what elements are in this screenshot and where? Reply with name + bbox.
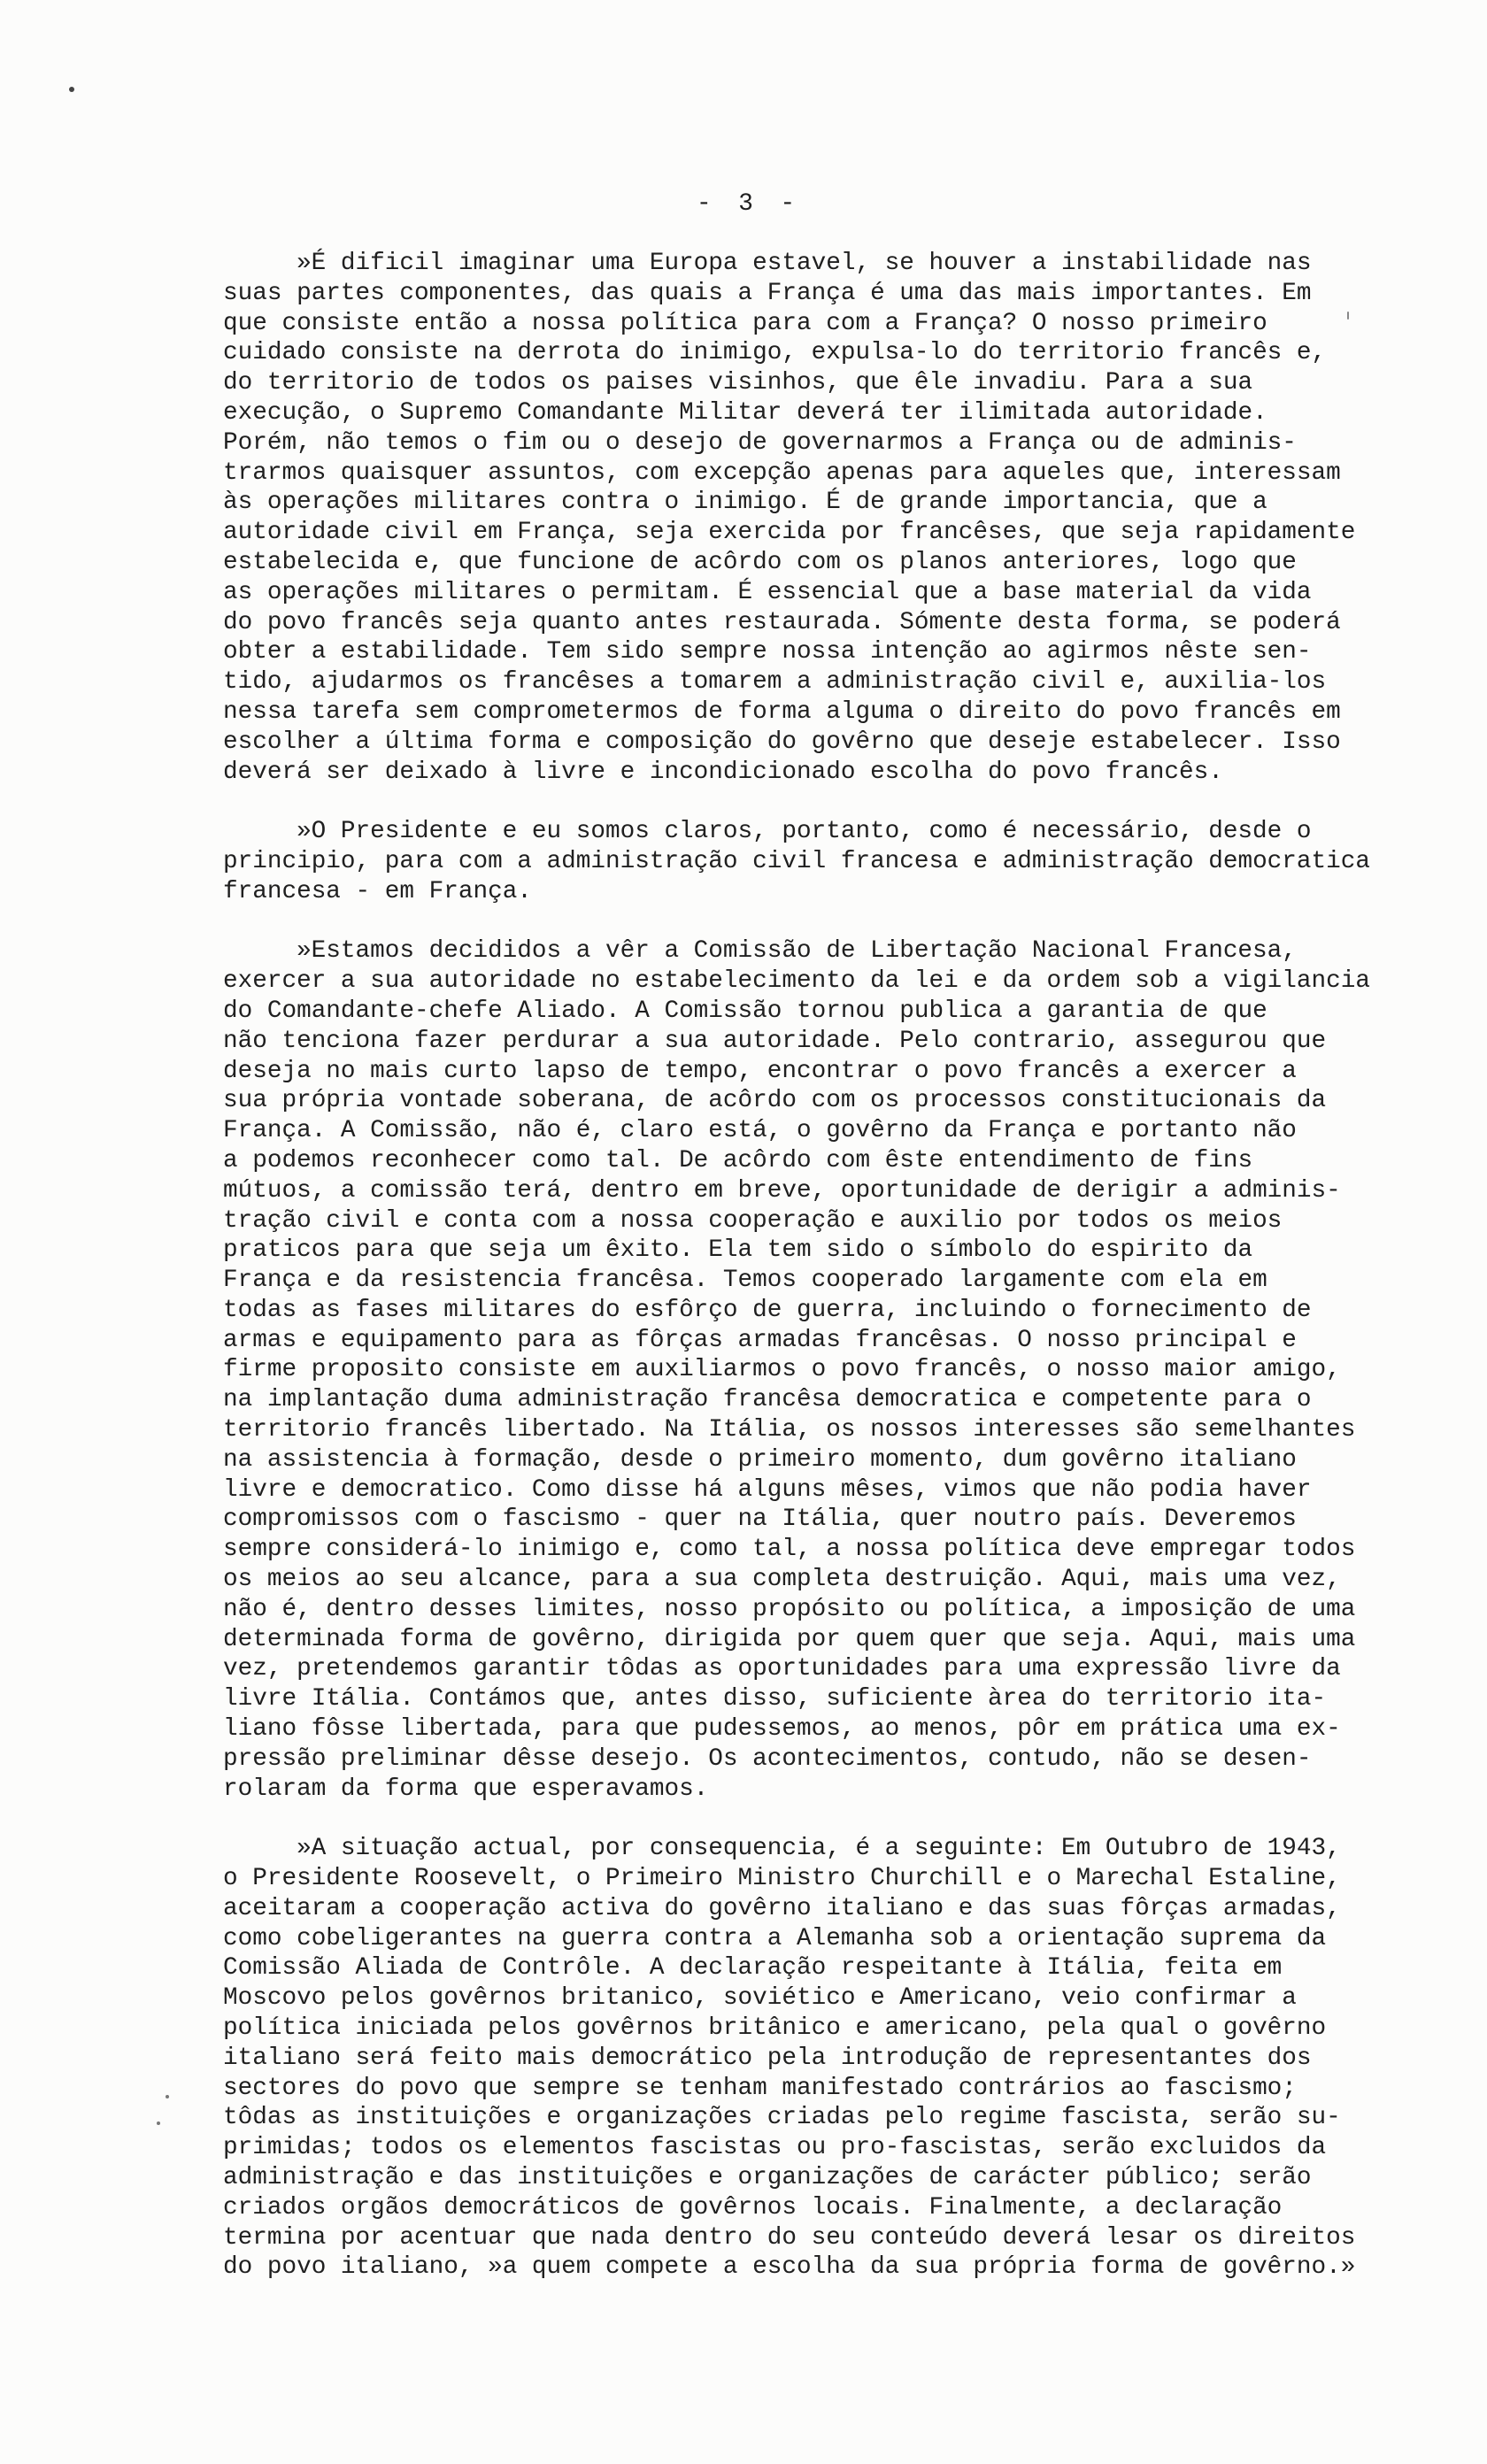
text-line: na implantação duma administração francêsa democratica e competente para o (223, 1386, 1312, 1414)
text-line: territorio francês libertado. Na Itália, os nossos interesses são semelhantes (223, 1416, 1356, 1444)
text-line: cuidado consiste na derrota do inimigo, expulsa-lo do territorio francês e, (223, 339, 1327, 367)
paragraph (223, 249, 1445, 787)
text-line: pressão preliminar dêsse desejo. Os acontecimentos, contudo, não se desen- (223, 1744, 1312, 1773)
text-line: tido, ajudarmos os francêses a tomarem a administração civil e, auxilia-los (223, 668, 1327, 697)
text-line: Moscovo pelos govêrnos britanico, soviético e Americano, veio confirmar a (223, 1984, 1297, 2013)
text-line: primidas; todos os elementos fascistas ou pro-fascistas, serão excluidos da (223, 2134, 1327, 2162)
text-line: vez, pretendemos garantir tôdas as oportunidades para uma expressão livre da (223, 1655, 1341, 1683)
text-line: as operações militares o permitam. É essencial que a base material da vida (223, 578, 1312, 606)
text-line: nessa tarefa sem comprometermos de forma alguma o direito do povo francês em (223, 697, 1341, 726)
text-line: sempre considerá-lo inimigo e, como tal, a nossa política deve empregar todos (223, 1536, 1356, 1564)
text-line: determinada forma de govêrno, dirigida por quem quer que seja. Aqui, mais uma (223, 1625, 1356, 1653)
text-line: administração e das instituições e organizações de carácter público; serão (223, 2164, 1312, 2191)
text-line: do povo francês seja quanto antes restaurada. Sómente desta forma, se poderá (223, 608, 1341, 636)
text-line: do povo italiano, »a quem compete a escolha da sua própria forma de govêrno.» (223, 2253, 1356, 2282)
text-line: como cobeligerantes na guerra contra a Alemanha sob a orientação suprema da (223, 1924, 1327, 1952)
text-line: França. A Comissão, não é, claro está, o govêrno da França e portanto não (223, 1117, 1297, 1145)
text-line: italiano será feito mais democrático pela introdução de representantes dos (223, 2044, 1312, 2072)
scan-speck (69, 87, 74, 92)
text-line: estabelecida e, que funcione de acôrdo com os planos anteriores, logo que (223, 548, 1297, 576)
text-line: o Presidente Roosevelt, o Primeiro Ministro Churchill e o Marechal Estaline, (223, 1865, 1341, 1893)
text-line: a podemos reconhecer como tal. De acôrdo com êste entendimento de fins (223, 1146, 1253, 1174)
text-line: Comissão Aliada de Contrôle. A declaração respeitante à Itália, feita em (223, 1954, 1283, 1983)
text-line: tração civil e conta com a nossa cooperação e auxilio por todos os meios (223, 1206, 1283, 1235)
text-line: França e da resistencia francêsa. Temos cooperado largamente com ela em (223, 1267, 1267, 1295)
paragraph (223, 817, 1445, 906)
text-line: trarmos quaisquer assuntos, com excepção apenas para aqueles que, interessam (223, 458, 1341, 487)
paragraph (223, 1834, 1445, 2283)
text-line: »Estamos decididos a vêr a Comissão de Libertação Nacional Francesa, (297, 937, 1297, 966)
text-line: »O Presidente e eu somos claros, portanto, como é necessário, desde o (297, 818, 1312, 846)
text-line: »A situação actual, por consequencia, é a seguinte: Em Outubro de 1943, (297, 1835, 1341, 1863)
text-line: praticos para que seja um êxito. Ela tem sido o símbolo do espirito da (223, 1236, 1253, 1265)
text-line: livre Itália. Contámos que, antes disso, suficiente àrea do territorio ita- (223, 1685, 1327, 1713)
text-line: às operações militares contra o inimigo. É de grande importancia, que a (223, 489, 1267, 517)
text-line: principio, para com a administração civil francesa e administração democratica (223, 847, 1370, 875)
text-line: todas as fases militares do esfôrço de guerra, incluindo o fornecimento de (223, 1296, 1312, 1324)
text-line: não é, dentro desses limites, nosso propósito ou política, a imposição de uma (223, 1595, 1356, 1623)
text-line: Porém, não temos o fim ou o desejo de governarmos a França ou de adminis- (223, 428, 1297, 457)
scan-speck (166, 2095, 169, 2098)
text-line: suas partes componentes, das quais a França é uma das mais importantes. Em (223, 279, 1312, 307)
text-line: na assistencia à formação, desde o primeiro momento, dum govêrno italiano (223, 1445, 1297, 1474)
text-line: que consiste então a nossa política para com a França? O nosso primeiro (223, 309, 1267, 337)
text-line: mútuos, a comissão terá, dentro em breve, oportunidade de derigir a adminis- (223, 1176, 1341, 1205)
text-line: livre e democratico. Como disse há alguns mêses, vimos que não podia haver (223, 1475, 1312, 1504)
text-line: sua própria vontade soberana, de acôrdo com os processos constitucionais da (223, 1087, 1327, 1115)
text-line: tôdas as instituições e organizações criadas pelo regime fascista, serão su- (223, 2104, 1341, 2132)
text-line: compromissos com o fascismo - quer na Itália, quer noutro país. Deveremos (223, 1505, 1297, 1534)
text-line: francesa - em França. (223, 877, 532, 905)
text-line: aceitaram a cooperação activa do govêrno italiano e das suas fôrças armadas, (223, 1894, 1341, 1922)
scan-speck (157, 2121, 160, 2125)
document-body (223, 249, 1445, 2313)
text-line: exercer a sua autoridade no estabelecimento da lei e da ordem sob a vigilancia (223, 967, 1370, 996)
page-number: - 3 - (697, 190, 796, 218)
text-line: obter a estabilidade. Tem sido sempre nossa intenção ao agirmos nêste sen- (223, 638, 1312, 666)
text-line: do Comandante-chefe Aliado. A Comissão tornou publica a garantia de que (223, 997, 1267, 1025)
text-line: »É dificil imaginar uma Europa estavel, se houver a instabilidade nas (297, 250, 1312, 277)
text-line: criados orgãos democráticos de govêrnos locais. Finalmente, a declaração (223, 2193, 1283, 2221)
text-line: rolaram da forma que esperavamos. (223, 1775, 709, 1803)
text-line: os meios ao seu alcance, para a sua completa destruição. Aqui, mais uma vez, (223, 1566, 1341, 1594)
text-line: deverá ser deixado à livre e incondicionado escolha do povo francês. (223, 758, 1223, 786)
paragraph (223, 936, 1445, 1804)
text-line: do territorio de todos os paises visinhos, que êle invadiu. Para a sua (223, 369, 1253, 397)
text-line: armas e equipamento para as fôrças armadas francêsas. O nosso principal e (223, 1326, 1297, 1354)
text-line: deseja no mais curto lapso de tempo, encontrar o povo francês a exercer a (223, 1057, 1297, 1085)
text-line: execução, o Supremo Comandante Militar deverá ter ilimitada autoridade. (223, 398, 1267, 427)
text-line: política iniciada pelos govêrnos britânico e americano, pela qual o govêrno (223, 2014, 1327, 2043)
text-line: termina por acentuar que nada dentro do seu conteúdo deverá lesar os direitos (223, 2223, 1356, 2252)
text-line: firme proposito consiste em auxiliarmos o povo francês, o nosso maior amigo, (223, 1356, 1341, 1384)
text-line: sectores do povo que sempre se tenham manifestado contrários ao fascismo; (223, 2074, 1297, 2102)
text-line: não tenciona fazer perdurar a sua autoridade. Pelo contrario, assegurou que (223, 1027, 1327, 1055)
text-line: liano fôsse libertada, para que pudessemos, ao menos, pôr em prática uma ex- (223, 1715, 1341, 1744)
text-line: autoridade civil em França, seja exercida por francêses, que seja rapidamente (223, 519, 1356, 547)
text-line: escolher a última forma e composição do govêrno que deseje estabelecer. Isso (223, 728, 1341, 756)
